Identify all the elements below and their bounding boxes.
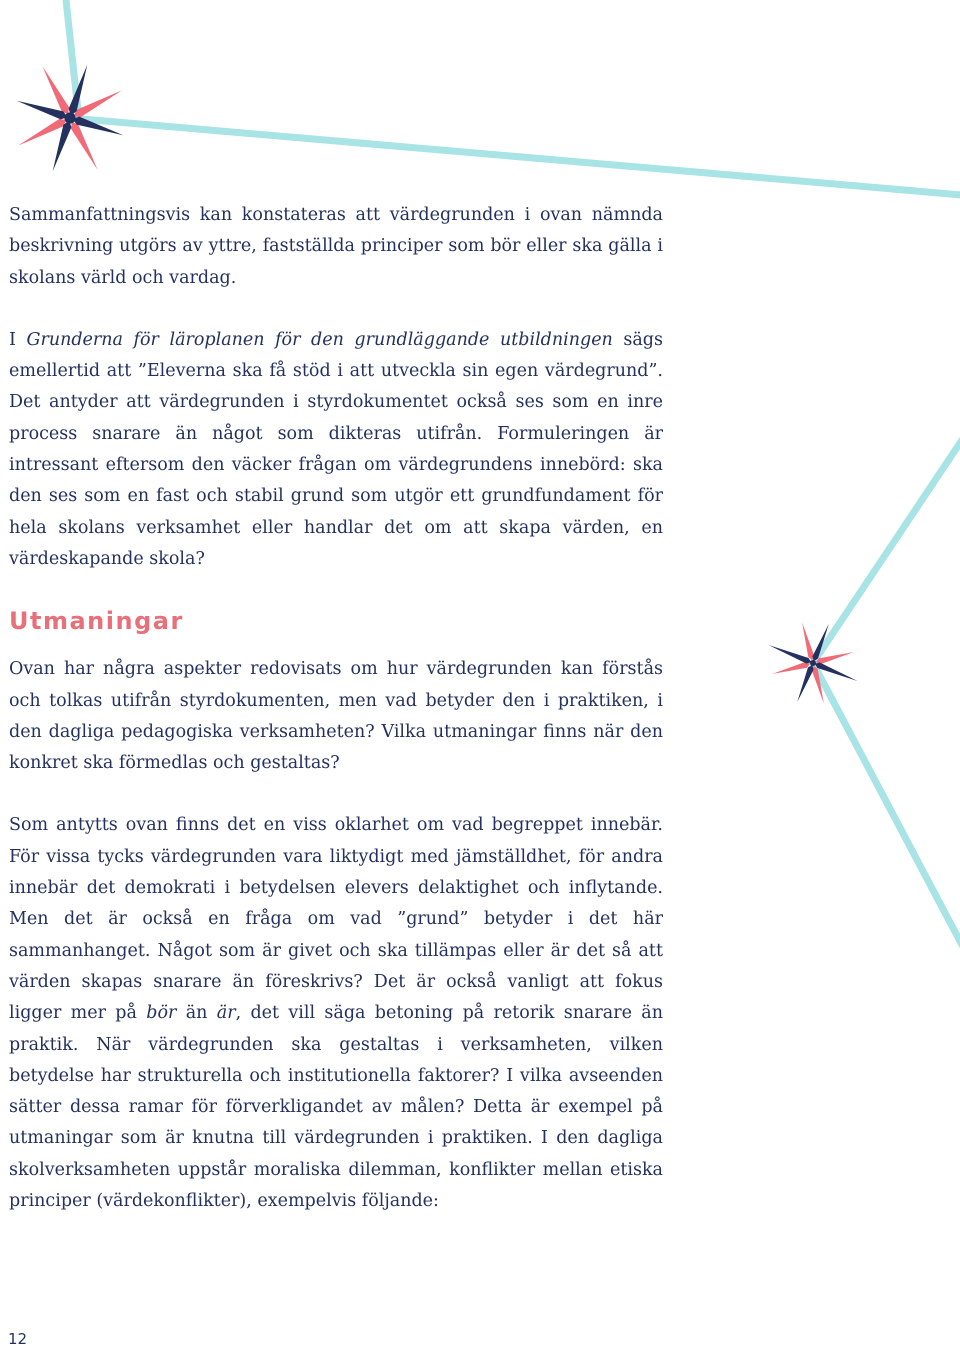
paragraph-challenges-intro: Ovan har några aspekter redovisats om hur värdegrunden kan förstås och tolkas utifrån styrdokumenten, men vad betyder den i praktiken, i den dagliga pedagogiska verksamheten? Vilka utmaningar finns när den konkret ska förmedlas och gestaltas? bbox=[9, 659, 663, 774]
page-number: 12 bbox=[8, 1330, 28, 1348]
main-content bbox=[9, 200, 663, 1217]
text-span: än bbox=[176, 1003, 217, 1024]
text-span: sägs emellertid att ”Eleverna ska få stöd i att utveckla sin egen värdegrund”. Det antyder att värdegrunden i styrdokumentet också ses som en inre process snarare än något som dikteras utifrån. Formuleringen är intressant eftersom den väcker frågan om värdegrundens innebörd: ska den ses som en fast och stabil grund som utgör ett grundfundament för hela skolans verksamhet eller handlar det om att skapa värden, en värdeskapande skola? bbox=[9, 329, 663, 569]
text-span: Som antytts ovan finns det en viss oklarhet om vad begreppet innebär. För vissa tycks värdegrunden vara liktydigt med jämställdhet, för andra innebär det demokrati i betydelsen elevers delaktighet och inflytande. Men det är också en fråga om vad ”grund” betyder i det här sammanhanget. Något som är givet och ska tillämpas eller är det så att värden skapas snarare än föreskrivs? Det är också vanligt att fokus ligger mer på bbox=[9, 815, 663, 1024]
document-title-italic: Grunderna för läroplanen för den grundläggande utbildningen bbox=[26, 329, 613, 350]
section-heading: Utmaningar bbox=[9, 607, 184, 636]
paragraph-challenges-detail bbox=[9, 810, 663, 1217]
text-span: I bbox=[9, 329, 27, 350]
emphasis-bor: bör bbox=[146, 1003, 177, 1024]
emphasis-ar: är bbox=[216, 1003, 236, 1024]
compass-star-icon bbox=[753, 606, 873, 720]
paragraph-summary: Sammanfattningsvis kan konstateras att värdegrunden i ovan nämnda beskrivning utgörs av yttre, fastställda principer som bör eller ska gälla i skolans värld och vardag. bbox=[9, 205, 663, 288]
paragraph-grunderna bbox=[9, 325, 663, 575]
text-span: , det vill säga betoning på retorik snarare än praktik. När värdegrunden ska gestaltas i verksamheten, vilken betydelse har strukturella och institutionella faktorer? I vilka avseenden sätter dessa ramar för förverkligandet av målen? Detta är exempel på utmaningar som är knutna till värdegrunden i praktiken. I den dagliga skolverksamheten uppstår moraliska dilemman, konflikter mellan etiska principer (värdekonflikter), exempelvis följande: bbox=[9, 1003, 663, 1212]
